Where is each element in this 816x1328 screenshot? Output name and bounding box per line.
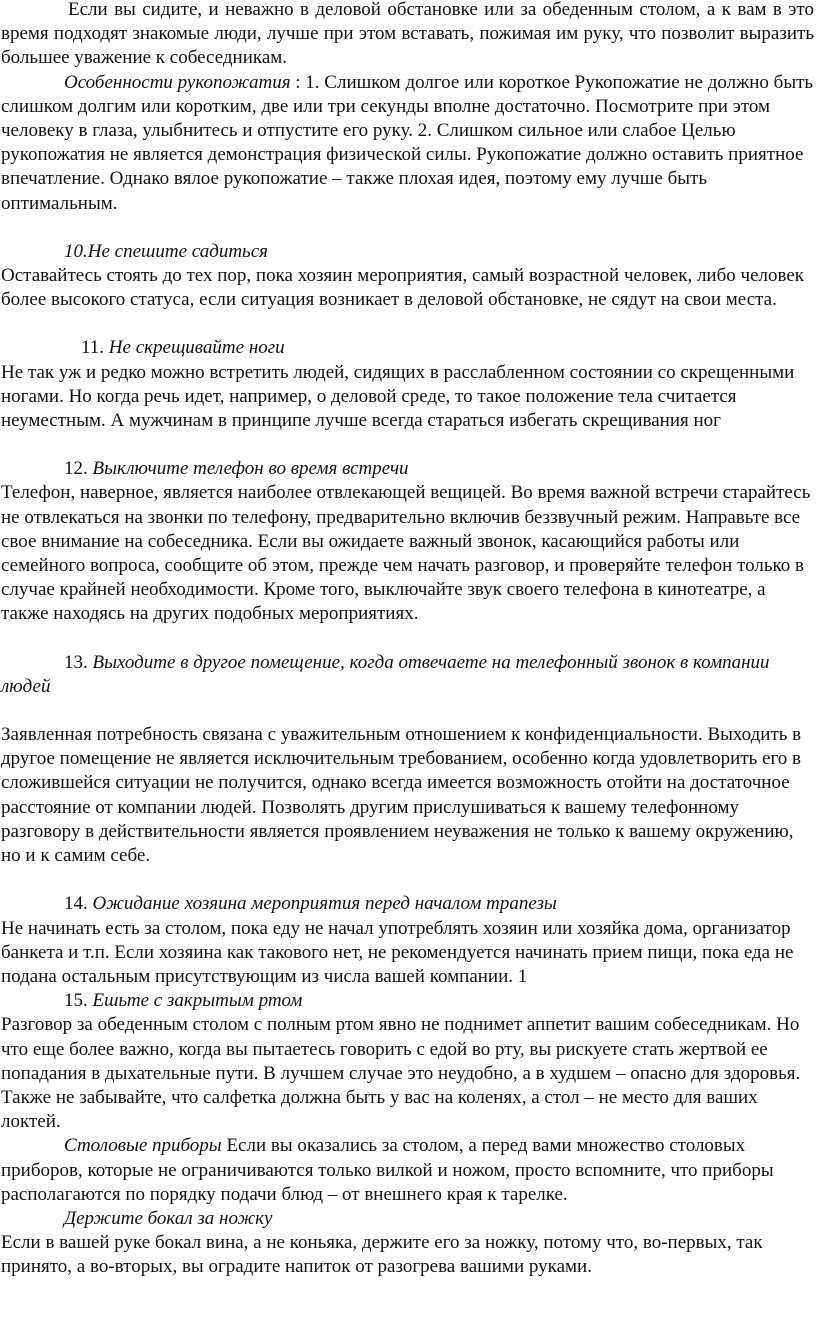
section-14-number: 14. (64, 893, 93, 915)
section-10-title: 10.Не спешите садиться (64, 240, 268, 262)
paragraph-handshake (1, 71, 814, 216)
spacer (1, 433, 814, 457)
section-11-title: Не скрещивайте ноги (108, 337, 285, 359)
section-14-title: Ожидание хозяина мероприятия перед началом трапезы (92, 893, 557, 915)
spacer (1, 699, 814, 723)
section-14-text: Не начинать есть за столом, пока еду не начал употреблять хозяин или хозяйка дома, организатор банкета и т.п. Если хозяина как такового нет, не рекомендуется начинать прием пищи, пока еда не подана остальным присутствующим из числа вашей компании. 1 (1, 917, 794, 987)
cutlery-text: Если вы оказались за столом, а перед вами множество столовых приборов, которые не ограничиваются только вилкой и ножом, просто вспомните, что приборы располагаются по порядку подачи блюд – от внешнего края к тарелке. (1, 1135, 774, 1205)
spacer (1, 868, 814, 892)
section-12-text: Телефон, наверное, является наиболее отвлекающей вещицей. Во время важной встречи старайтесь не отвлекаться на звонки по телефону, предварительно включив беззвучный режим. Направьте все свое внимание на собеседника. Если вы ожидаете важный звонок, касающийся работы или семейного вопроса, сообщите об этом, прежде чем начать разговор, и проверяйте телефон только в случае крайней необходимости. Кроме того, выключайте звук своего телефона в кинотеатре, а также находясь на других подобных мероприятиях. (1, 482, 811, 625)
section-15-number: 15. (64, 990, 93, 1012)
spacer (1, 312, 814, 336)
section-13-text: Заявленная потребность связана с уважительным отношением к конфиденциальности. Выходить в другое помещение не является исключительным требованием, особенно когда удовлетворить его в сложившейся ситуации не получится, однако всегда имеется возможность отойти на достаточное расстояние от компании людей. Позволять другим прислушиваться к вашему телефонному разговору в действительности является проявлением неуважения не только к вашему окружению, но и к самим себе. (1, 724, 802, 867)
paragraph-cutlery (1, 1134, 814, 1207)
spacer (1, 627, 814, 651)
section-13-number: 13. (64, 651, 93, 673)
section-15-heading (1, 989, 814, 1013)
section-12-number: 12. (64, 458, 93, 480)
section-10-heading (1, 240, 814, 264)
section-11-heading (1, 336, 814, 360)
cutlery-heading: Столовые приборы (64, 1135, 222, 1157)
section-15-title: Ешьте с закрытым ртом (92, 990, 303, 1012)
section-15-text: Разговор за обеденным столом с полным ртом явно не поднимет аппетит вашим собеседникам. Но что еще более важно, когда вы пытаетесь говорить с едой во рту, вы рискуете стать жертвой ее попадания в дыхательные пути. В лучшем случае это неудобно, а в худшем – опасно для здоровья. Также не забывайте, что салфетка должна быть у вас на коленях, а стол – не место для ваших локтей. (1, 1014, 801, 1133)
section-13-title: Выходите в другое помещение, когда отвечаете на телефонный звонок в компании людей (1, 651, 770, 697)
section-11-text: Не так уж и редко можно встретить людей, сидящих в расслабленном состоянии со скрещенными ногами. Но когда речь идет, например, о деловой среде, то такое положение тела считается неуместным. А мужчинам в принципе лучше всегда стараться избегать скрещивания ног (1, 361, 795, 432)
section-12-heading (1, 457, 814, 481)
handshake-heading: Особенности рукопожатия (64, 71, 291, 93)
glass-text: Если в вашей руке бокал вина, а не коньяка, держите его за ножку, потому что, во-первых, так принято, а во-вторых, вы оградите напиток от разогрева вашими руками. (1, 1232, 763, 1278)
section-11-number: 11. (81, 337, 109, 359)
section-14-heading (1, 892, 814, 916)
paragraph-intro: Если вы сидите, и неважно в деловой обстановке или за обеденным столом, а к вам в это время подходят знакомые люди, лучше при этом вставать, пожимая им руку, что позволит выразить большее уважение к собеседникам. (1, 0, 814, 69)
handshake-text: : 1. Слишком долгое или короткое Рукопожатие не должно быть слишком долгим или коротким, две или три секунды вполне достаточно. Посмотрите при этом человеку в глаза, улыбнитесь и отпустите его руку. 2. Слишком сильное или слабое Целью рукопожатия не является демонстрация физической силы. Рукопожатие должно оставить приятное впечатление. Однако вялое рукопожатие – также плохая идея, поэтому ему лучше быть оптимальным. (1, 71, 814, 214)
glass-title: Держите бокал за ножку (64, 1207, 273, 1229)
spacer (1, 216, 814, 240)
section-10-text: Оставайтесь стоять до тех пор, пока хозяин мероприятия, самый возрастной человек, либо человек более высокого статуса, если ситуация возникает в деловой обстановке, не сядут на свои места. (1, 265, 805, 311)
glass-heading (1, 1207, 814, 1231)
section-12-title: Выключите телефон во время встречи (92, 458, 409, 480)
section-13-heading (1, 651, 814, 699)
